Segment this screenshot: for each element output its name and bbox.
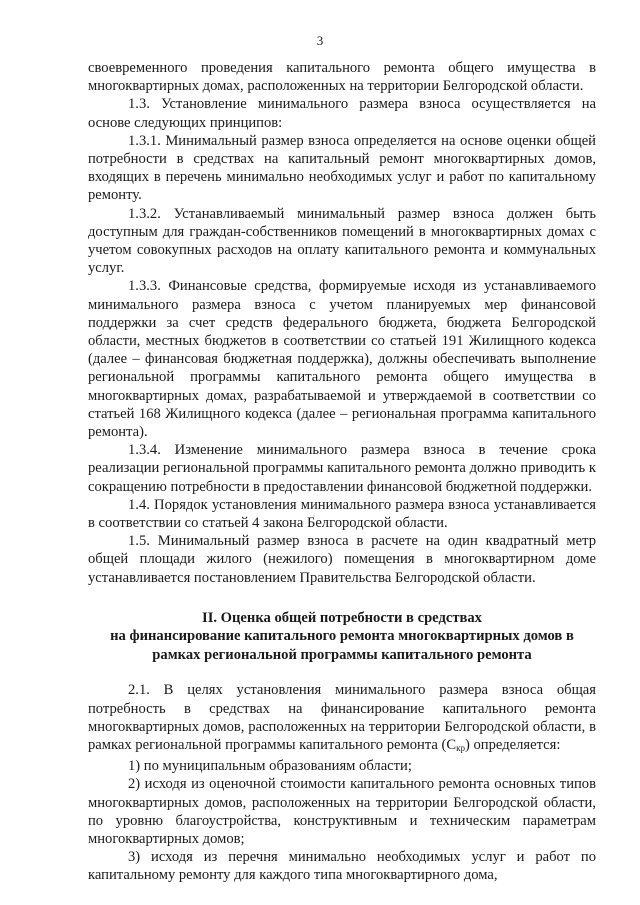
paragraph-1-3-2: 1.3.2. Устанавливаемый минимальный размер взноса должен быть доступным для граждан-собственников помещений в многоквартирных домах с учетом совокупных расходов на оплату капитального ремонта и коммунальных услуг.	[88, 205, 596, 277]
paragraph-continuation: своевременного проведения капитального ремонта общего имущества в многоквартирных домах, расположенных на территории Белгородской области.	[88, 60, 596, 95]
section-heading-line-3: рамках региональной программы капитального ремонта	[152, 646, 532, 663]
formula-subscript: кр	[456, 743, 465, 753]
paragraph-1-3-4: 1.3.4. Изменение минимального размера взноса в течение срока реализации региональной программы капитального ремонта должно приводить к сокращению потребности в предоставлении финансовой бюджетной поддержки.	[88, 442, 596, 495]
paragraph-1-5: 1.5. Минимальный размер взноса в расчете на один квадратный метр общей площади жилого (нежилого) помещения в многоквартирном доме устанавливается постановлением Правительства Белгородской области.	[88, 533, 596, 586]
paragraph-1-3: 1.3. Установление минимального размера взноса осуществляется на основе следующих принципов:	[88, 96, 596, 131]
list-item: 1) по муниципальным образованиям области;	[128, 758, 412, 775]
paragraph-1-3-1: 1.3.1. Минимальный размер взноса определяется на основе оценки общей потребности в средствах на капитальный ремонт многоквартирных домов, входящих в перечень минимально необходимых услуг и работ по капитальному ремонту.	[88, 132, 596, 204]
section-heading-line-2: на финансирование капитального ремонта многоквартирных домов в	[110, 628, 574, 645]
page-number: 3	[316, 33, 324, 48]
section-heading	[88, 609, 596, 665]
section-heading-line-1: II. Оценка общей потребности в средствах	[202, 609, 482, 626]
paragraph-2-1	[88, 681, 596, 757]
paragraph-1-3-3: 1.3.3. Финансовые средства, формируемые исходя из устанавливаемого минимального размера взноса с учетом планируемых мер финансовой поддержки за счет средств федерального бюджета, бюджета Белгородской области, местных бюджетов в соответствии со статьей 191 Жилищного кодекса (далее – финансовая бюджетная поддержка), должны обеспечивать выполнение региональной программы капитального ремонта общего имущества в многоквартирных домах, разрабатываемой и утверждаемой в соответствии со статьей 168 Жилищного кодекса (далее – региональная программа капитального ремонта).	[88, 278, 596, 441]
list-item: 3) исходя из перечня минимально необходимых услуг и работ по капитальному ремонту для каждого типа многоквартирного дома,	[88, 849, 596, 884]
list-item: 2) исходя из оценочной стоимости капитального ремонта основных типов многоквартирных домов, расположенных на территории Белгородской области, по уровню благоустройства, конструктивным и техническим параметрам многоквартирных домов;	[88, 776, 596, 848]
paragraph-2-1-main: 2.1. В целях установления минимального размера взноса общая потребность в средствах на финансирование капитального ремонта многоквартирных домов, расположенных на территории Белгородской области, в рамках региональной программы капитального ремонта (С	[88, 682, 596, 753]
document-body	[88, 59, 596, 885]
paragraph-2-1-tail: ) определяется:	[465, 737, 561, 753]
paragraph-1-4: 1.4. Порядок установления минимального размера взноса устанавливается в соответствии со статьей 4 закона Белгородской области.	[88, 496, 596, 532]
